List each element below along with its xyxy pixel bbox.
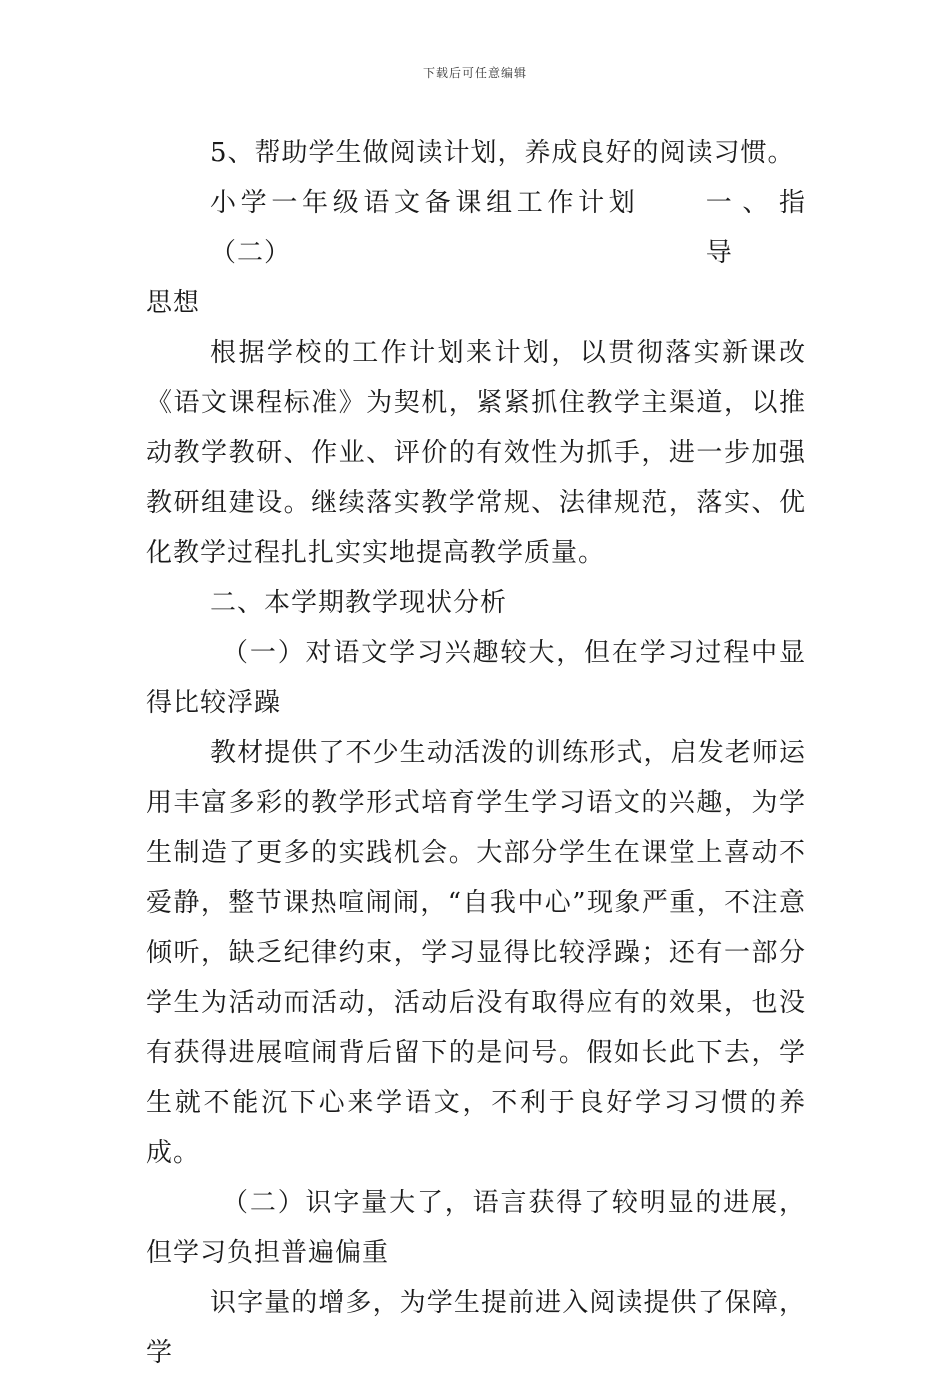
subheading-literacy: （二）识字量大了，语言获得了较明显的进展，但学习负担普遍偏重 bbox=[146, 1188, 806, 1268]
plan-title: 小学一年级语文备课组工作计划（二） bbox=[210, 188, 636, 268]
paragraph-literacy: 识字量的增多，为学生提前进入阅读提供了保障，学 bbox=[146, 1288, 806, 1368]
subheading-interest: （一）对语文学习兴趣较大，但在学习过程中显得比较浮躁 bbox=[146, 638, 806, 718]
plan-title-line bbox=[146, 178, 806, 278]
section-heading-guiding-thought-cont: 思想 bbox=[146, 288, 201, 318]
document-body bbox=[146, 128, 806, 1378]
paragraph-interest: 教材提供了不少生动活泼的训练形式，启发老师运用丰富多彩的教学形式培育学生学习语文的兴趣，为学生制造了更多的实践机会。大部分学生在课堂上喜动不爱静，整节课热喧闹闹，“自我中心”现象严重，不注意倾听，缺乏纪律约束，学习显得比较浮躁；还有一部分学生为活动而活动，活动后没有取得应有的效果，也没有获得进展喧闹背后留下的是问号。假如长此下去，学生就不能沉下心来学语文，不利于良好学习习惯的养成。 bbox=[146, 738, 806, 1168]
section-heading-current-analysis: 二、本学期教学现状分析 bbox=[210, 588, 508, 618]
header-note: 下载后可任意编辑 bbox=[422, 66, 527, 80]
title-spacer bbox=[636, 178, 706, 278]
paragraph-guiding-thought: 根据学校的工作计划来计划，以贯彻落实新课改《语文课程标准》为契机，紧紧抓住教学主渠道，以推动教学教研、作业、评价的有效性为抓手，进一步加强教研组建设。继续落实教学常规、法律规范，落实、优化教学过程扎扎实实地提高教学质量。 bbox=[146, 338, 806, 568]
section-heading-guiding-thought: 一、指导 bbox=[705, 188, 806, 268]
paragraph-reading-plan: 5、帮助学生做阅读计划，养成良好的阅读习惯。 bbox=[210, 138, 795, 168]
